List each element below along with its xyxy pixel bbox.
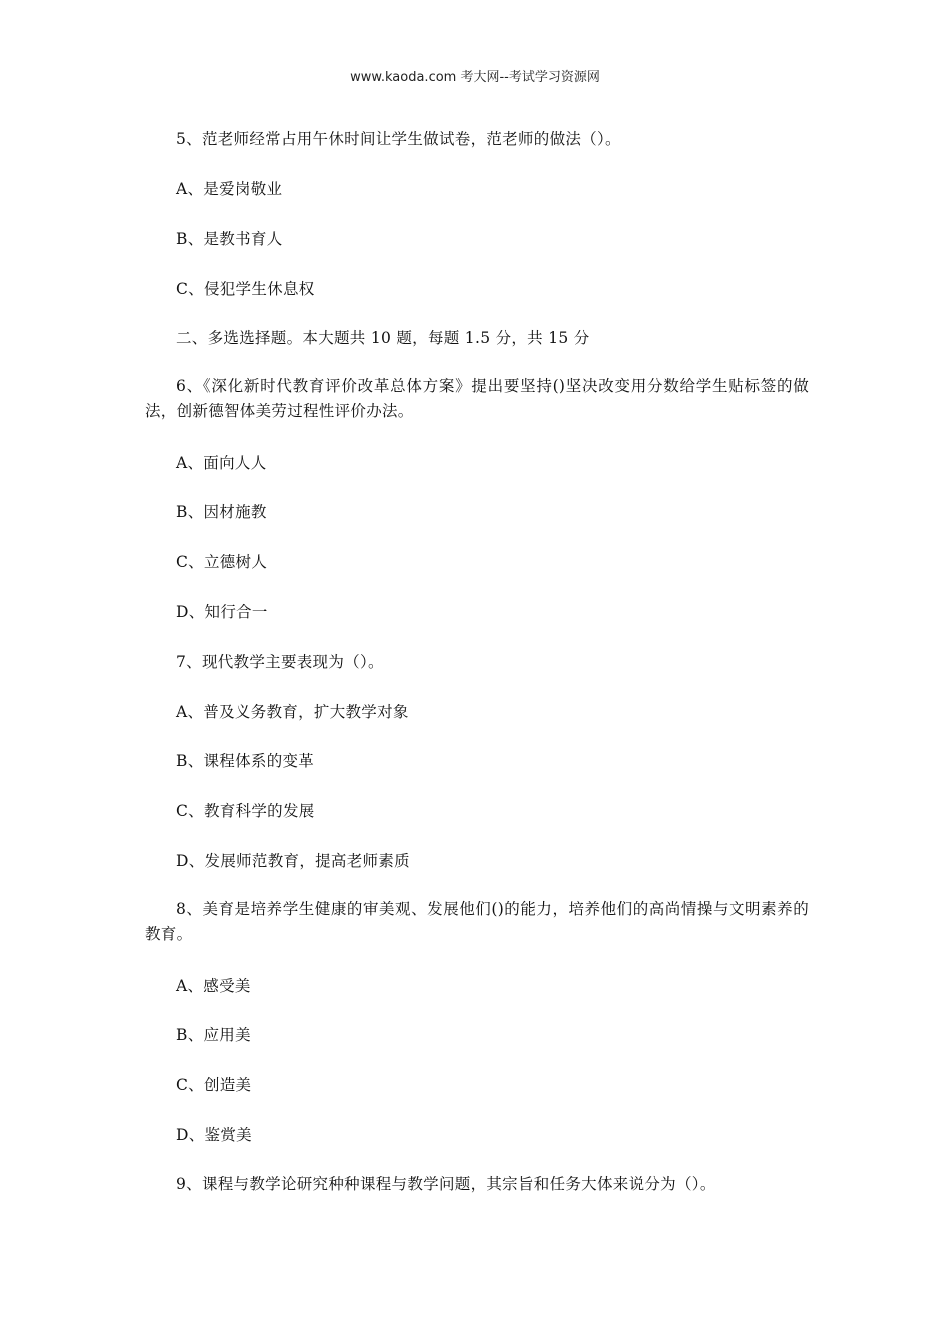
question-5-stem: 5、范老师经常占用午休时间让学生做试卷，范老师的做法（）。: [176, 130, 621, 148]
question-5-option-c: C、侵犯学生休息权: [176, 280, 315, 298]
question-8-option-a: A、感受美: [176, 977, 251, 995]
question-7-option-b: B、课程体系的变革: [176, 752, 315, 770]
question-8-option-d: D、鉴赏美: [176, 1126, 252, 1144]
question-8-option-b: B、应用美: [176, 1026, 251, 1044]
question-5-option-a: A、是爱岗敬业: [176, 180, 283, 198]
section-heading-multiple-choice: 二、多选选择题。本大题共 10 题，每题 1.5 分，共 15 分: [176, 329, 590, 347]
question-5-option-b: B、是教书育人: [176, 230, 283, 248]
question-6-stem: 6、《深化新时代教育评价改革总体方案》提出要坚持()坚决改变用分数给学生贴标签的做法，创新德智体美劳过程性评价办法。: [145, 377, 809, 420]
question-6-option-c: C、立德树人: [176, 553, 268, 571]
question-7-option-c: C、教育科学的发展: [176, 802, 315, 820]
question-9-stem: 9、课程与教学论研究种种课程与教学问题，其宗旨和任务大体来说分为（）。: [176, 1175, 716, 1193]
question-6-option-a: A、面向人人: [176, 454, 267, 472]
question-7-stem: 7、现代教学主要表现为（）。: [176, 653, 384, 671]
question-7-option-a: A、普及义务教育，扩大教学对象: [176, 703, 409, 721]
question-8-option-c: C、创造美: [176, 1076, 252, 1094]
page-header: www.kaoda.com 考大网--考试学习资源网: [350, 70, 600, 85]
question-8-stem: 8、美育是培养学生健康的审美观、发展他们()的能力，培养他们的高尚情操与文明素养的教育。: [145, 900, 809, 943]
question-6-option-b: B、因材施教: [176, 503, 267, 521]
question-7-option-d: D、发展师范教育，提高老师素质: [176, 852, 410, 870]
question-6-option-d: D、知行合一: [176, 603, 268, 621]
